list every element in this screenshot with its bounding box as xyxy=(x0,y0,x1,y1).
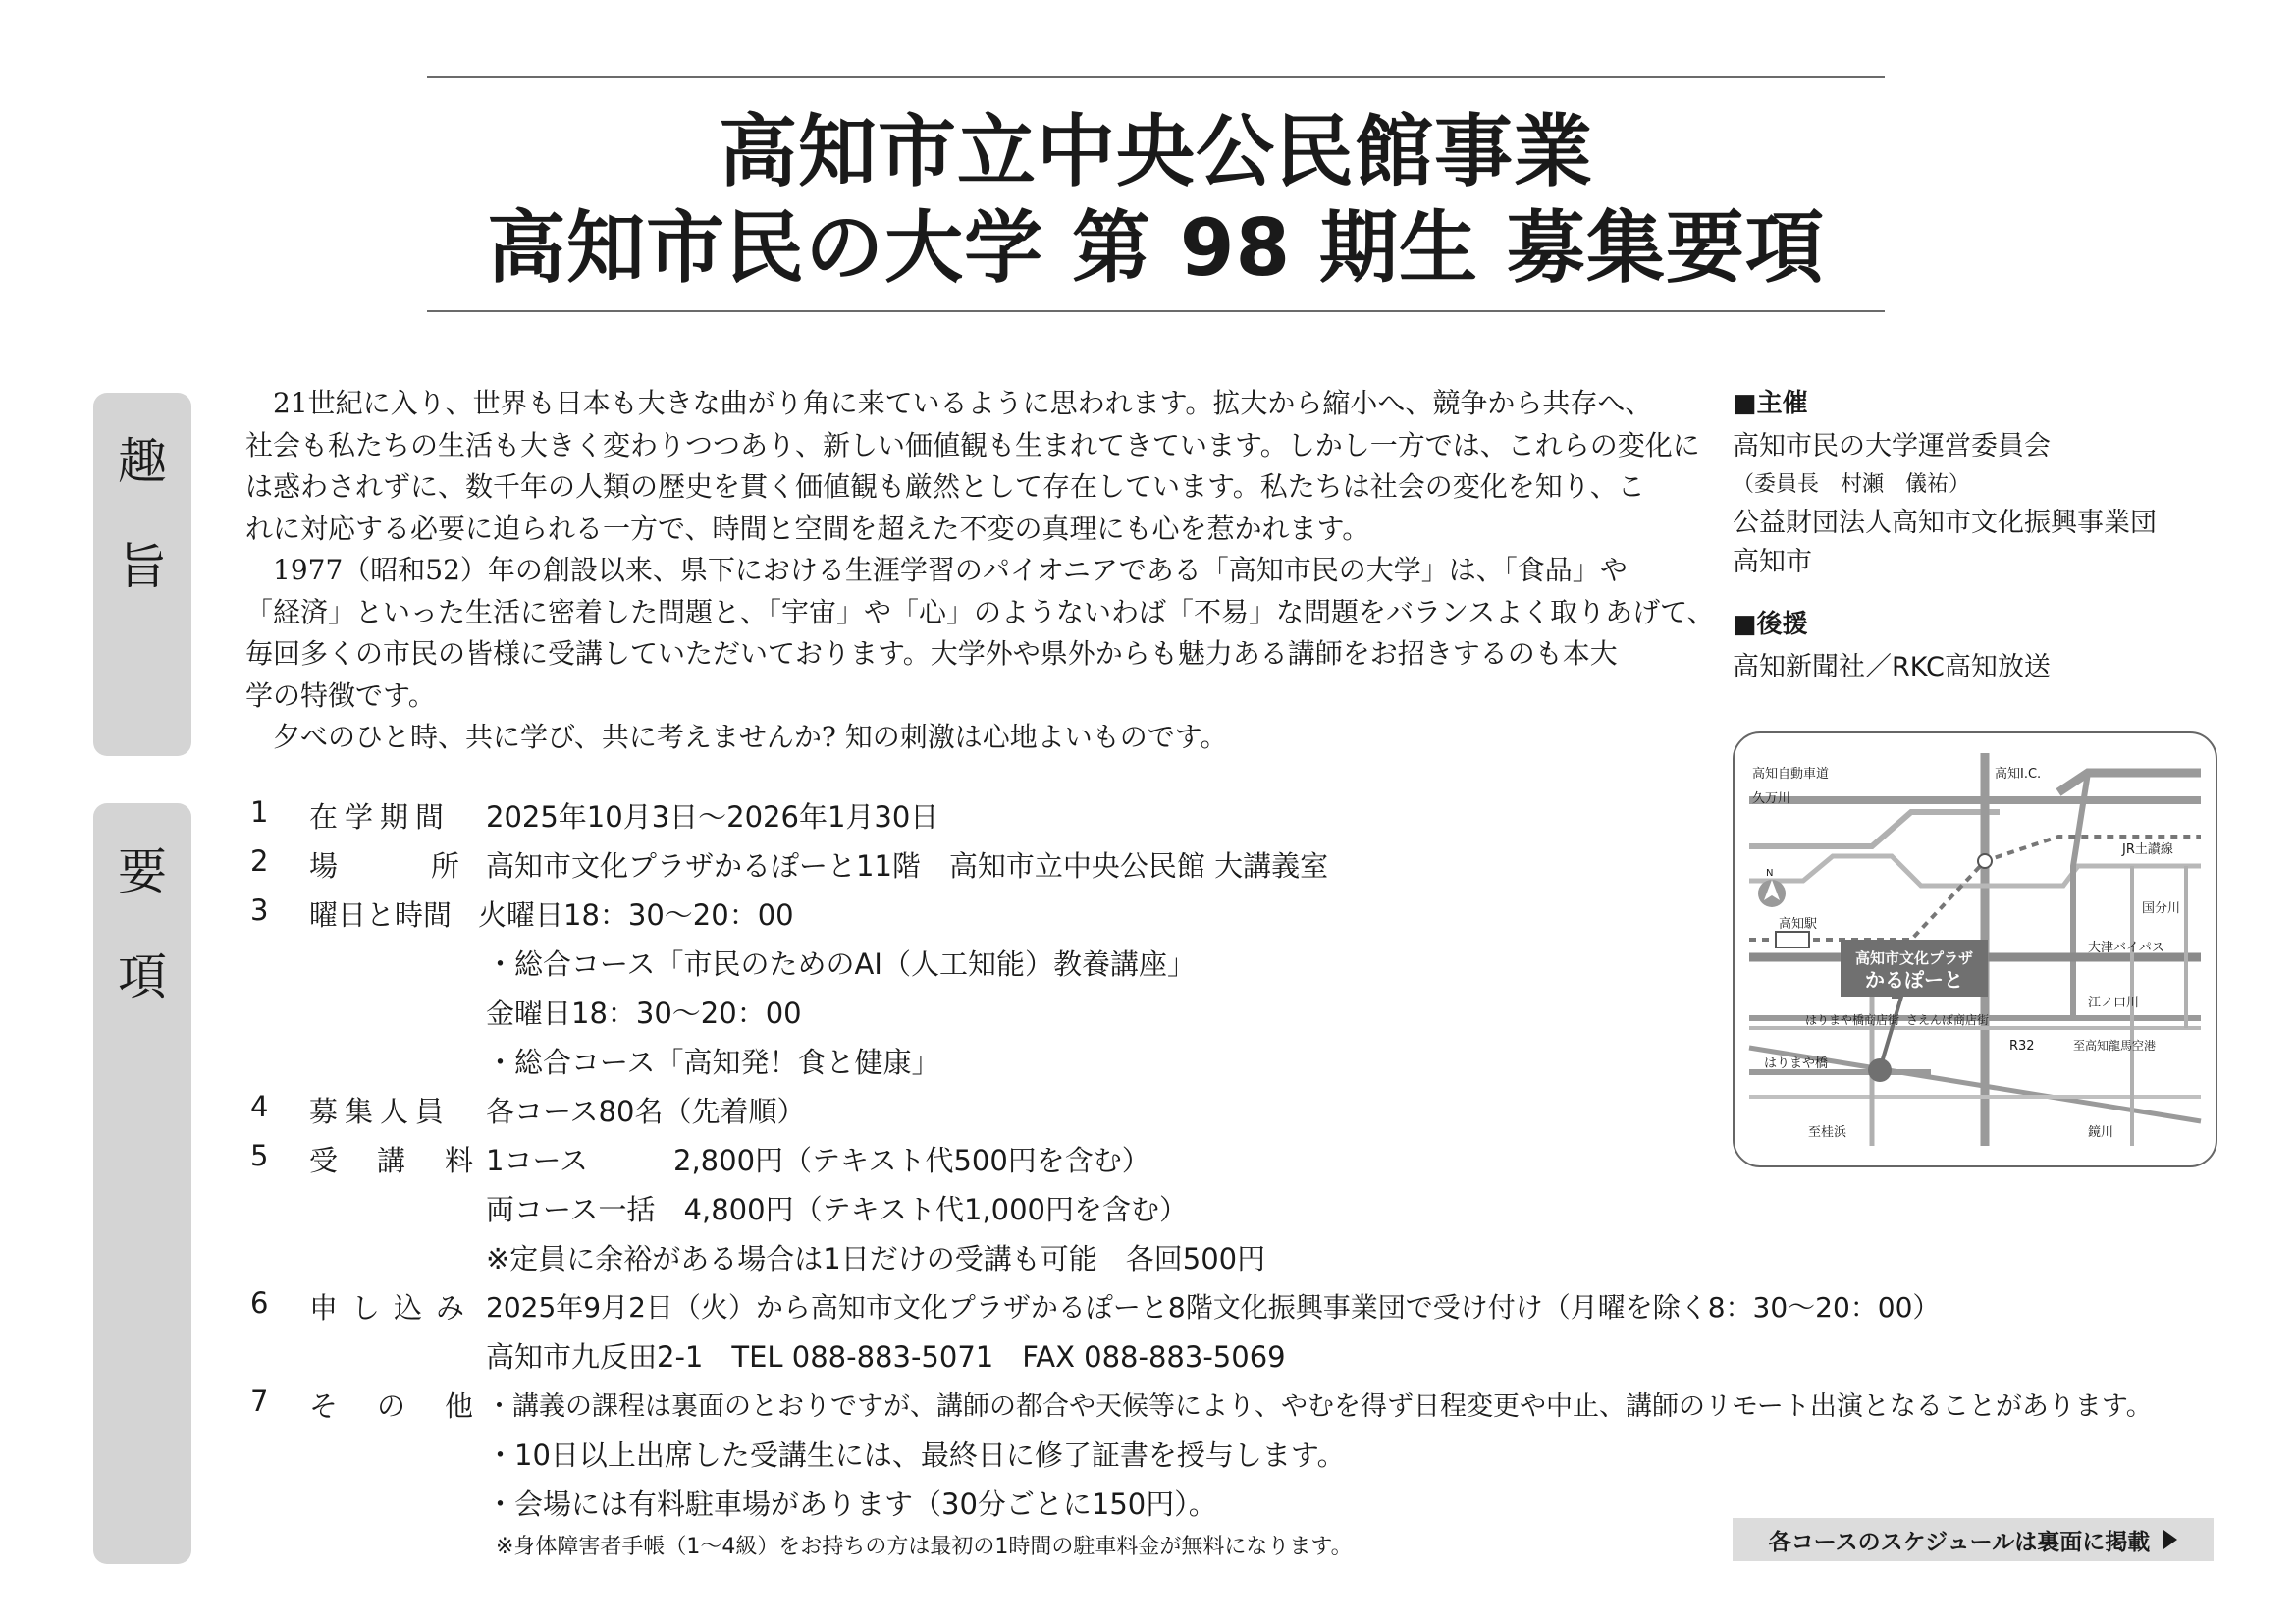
details-tab-char2: 項 xyxy=(118,948,167,1005)
item-7-value-2: ・10日以上出席した受講生には、最終日に修了証書を授与します。 xyxy=(486,1438,1346,1472)
page-title-line2: 高知市民の大学 第 98 期生 募集要項 xyxy=(487,202,1825,294)
support-media: 高知新聞社／RKC高知放送 xyxy=(1733,652,2051,682)
item-1-value: 2025年10月3日～2026年1月30日 xyxy=(486,800,939,834)
details-tab-char1: 要 xyxy=(118,843,167,900)
intro-p1-line3: は惑わされずに、数千年の人類の歴史を貫く価値観も厳然として存在しています。私たちは社会の変化を知り、こ xyxy=(245,470,1645,503)
map-label-kumagawa: 久万川 xyxy=(1752,791,1791,806)
item-3-value-3: 金曜日18：30～20：00 xyxy=(486,997,802,1030)
intro-p3: 夕べのひと時、共に学び、共に考えませんか? 知の刺激は心地よいものです。 xyxy=(273,721,1228,753)
item-2-value: 高知市文化プラザかるぽーと11階 高知市立中央公民館 大講義室 xyxy=(486,849,1329,883)
triangle-right-icon xyxy=(2163,1530,2177,1549)
intro-p2-line1: 1977（昭和52）年の創設以来、県下における生涯学習のパイオニアである「高知市民の大学」は、「食品」や xyxy=(273,554,1628,586)
item-3-value-1: 火曜日18：30～20：00 xyxy=(478,898,794,932)
item-2-label: 場所 xyxy=(309,849,554,883)
host-heading: ■主催 xyxy=(1733,389,1808,418)
item-5-value-2: 両コース一括 4,800円（テキスト代1,000円を含む） xyxy=(486,1193,1189,1226)
item-3-label: 曜日と時間 xyxy=(309,898,453,932)
intro-p1-line1: 21世紀に入り、世界も日本も大きな曲がり角に来ているように思われます。拡大から縮小へ、競争から共存へ、 xyxy=(273,387,1653,419)
map-label-airport: 至高知龍馬空港 xyxy=(2073,1039,2157,1053)
top-rule xyxy=(427,76,1885,78)
map-plaza-line1: 高知市文化プラザ xyxy=(1854,949,1974,967)
purpose-tab-char2: 旨 xyxy=(118,538,167,595)
intro-p2-line4: 学の特徴です。 xyxy=(245,678,436,712)
bottom-rule xyxy=(427,310,1885,312)
intro-p2-line3: 毎回多くの市民の皆様に受講していただいております。大学外や県外からも魅力ある講師をお招きするのも本大 xyxy=(245,637,1618,670)
details-tab xyxy=(93,803,191,1564)
item-5-num: 5 xyxy=(250,1139,269,1172)
item-7-value-1: ・講義の課程は裏面のとおりですが、講師の都合や天候等により、やむを得ず日程変更や中止、講師のリモート出演となることがあります。 xyxy=(486,1391,2153,1422)
map-label-harimayabashi: はりまや橋 xyxy=(1764,1056,1829,1071)
map-label-enokuchi: 江ノ口川 xyxy=(2088,996,2140,1010)
host-city: 高知市 xyxy=(1733,547,1812,577)
intro-text xyxy=(245,383,1715,759)
access-map-drawing xyxy=(1735,733,2216,1165)
host-foundation: 公益財団法人高知市文化振興事業団 xyxy=(1733,508,2157,538)
item-1-label: 在学期間 xyxy=(309,800,452,834)
map-label-expressway: 高知自動車道 xyxy=(1752,767,1830,782)
purpose-tab-char1: 趣 xyxy=(118,433,167,490)
host-committee: 高知市民の大学運営委員会 xyxy=(1733,431,2051,461)
map-plaza-line2: かるぽーと xyxy=(1865,968,1963,992)
item-6-label: 申し込み xyxy=(309,1291,479,1325)
map-label-bypass: 大津バイパス xyxy=(2088,941,2164,955)
item-5-value-1: 1コース 2,800円（テキスト代500円を含む） xyxy=(486,1144,1150,1177)
intro-p2-line2: 「経済」といった生活に密着した問題と、「宇宙」や「心」のようないわば「不易」な問題をバランスよく取りあげて、 xyxy=(245,595,1715,628)
intro-p1-line4: れに対応する必要に迫られる一方で、時間と空間を超えた不変の真理にも心を惹かれます。 xyxy=(245,512,1370,545)
parking-footnote: ※身体障害者手帳（1～4級）をお持ちの方は最初の1時間の駐車料金が無料になります。 xyxy=(496,1535,1353,1559)
schedule-notice-label: 各コースのスケジュールは裏面に掲載 xyxy=(1768,1529,2151,1555)
organizers-block xyxy=(1733,383,2243,687)
item-6-value-1: 2025年9月2日（火）から高知市文化プラザかるぽーと8階文化振興事業団で受け付け（月曜を除く8：30～20：00） xyxy=(486,1291,1941,1324)
support-heading: ■後援 xyxy=(1733,610,1808,639)
item-3-value-2: ・総合コース「市民のためのAI（人工知能）教養講座」 xyxy=(486,947,1196,981)
item-3-value-4: ・総合コース「高知発！食と健康」 xyxy=(486,1046,940,1079)
item-1-num: 1 xyxy=(250,795,269,829)
map-label-harimaya-st: はりまや橋商店街 xyxy=(1805,1013,1900,1027)
map-label-jr-dosan: JR土讃線 xyxy=(2122,842,2173,857)
map-label-r32: R32 xyxy=(2009,1039,2035,1054)
item-6-num: 6 xyxy=(250,1286,269,1320)
item-4-label: 募集人員 xyxy=(309,1095,452,1128)
map-label-katsurahama: 至桂浜 xyxy=(1808,1125,1847,1140)
purpose-tab xyxy=(93,393,191,756)
access-map xyxy=(1733,731,2217,1167)
host-chair: （委員長 村瀬 儀祐） xyxy=(1733,472,1971,497)
item-2-num: 2 xyxy=(250,844,269,878)
item-6-value-2: 高知市九反田2-1 TEL 088-883-5071 FAX 088-883-5069 xyxy=(486,1340,1286,1374)
item-3-num: 3 xyxy=(250,893,269,927)
map-label-saenba: さえんば商店街 xyxy=(1906,1013,1990,1027)
map-label-kagamigawa: 鏡川 xyxy=(2088,1125,2114,1140)
item-7-value-3: ・会場には有料駐車場があります（30分ごとに150円）。 xyxy=(486,1488,1217,1521)
schedule-notice xyxy=(1733,1518,2214,1561)
map-label-kochi-ic: 高知I.C. xyxy=(1995,767,2042,782)
page-title-line1: 高知市立中央公民館事業 xyxy=(719,106,1593,197)
item-5-label: 受講料 xyxy=(309,1144,513,1177)
map-label-station: 高知駅 xyxy=(1779,917,1818,932)
item-4-value: 各コース80名（先着順） xyxy=(486,1095,806,1128)
item-7-num: 7 xyxy=(250,1384,269,1418)
map-label-kokubugawa: 国分川 xyxy=(2142,901,2181,916)
map-label-north: N xyxy=(1766,868,1774,879)
item-5-value-3: ※定員に余裕がある場合は1日だけの受講も可能 各回500円 xyxy=(486,1242,1266,1275)
item-4-num: 4 xyxy=(250,1090,269,1123)
intro-p1-line2: 社会も私たちの生活も大きく変わりつつあり、新しい価値観も生まれてきています。しかし一方では、これらの変化に xyxy=(245,428,1700,461)
item-7-label: その他 xyxy=(309,1389,513,1423)
